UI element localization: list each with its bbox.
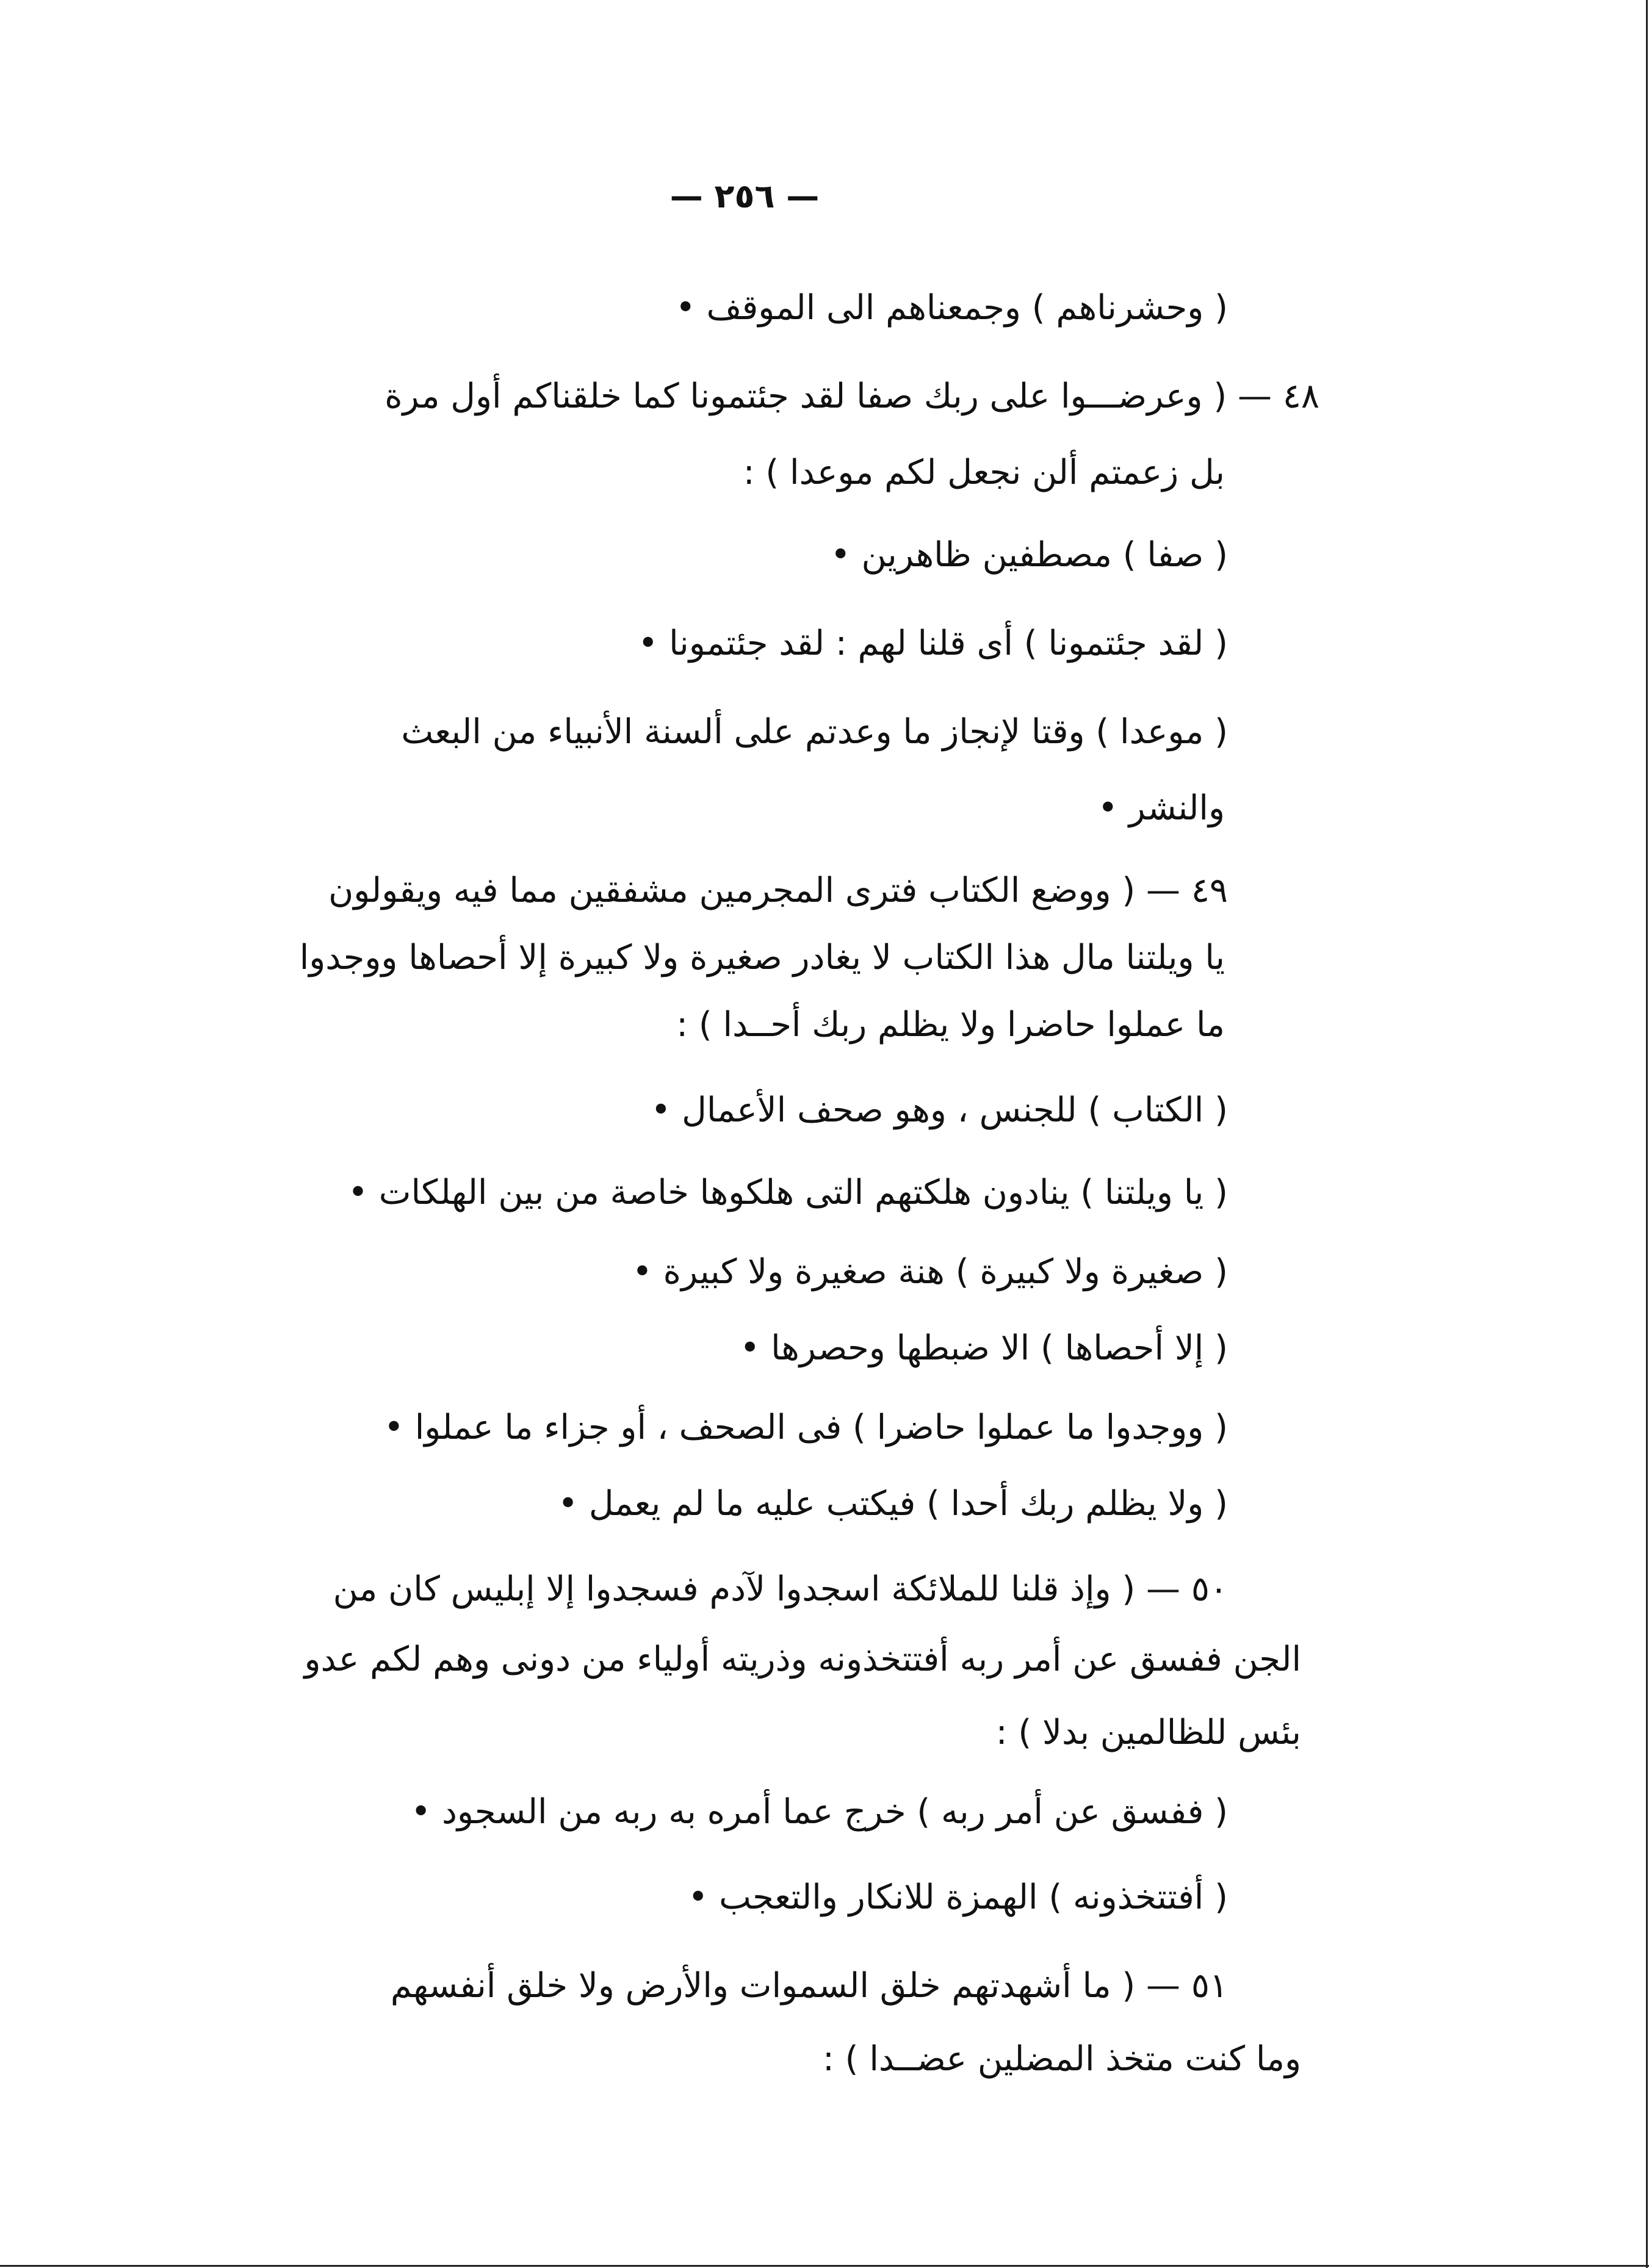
text-line-16: ( ولا يظلم ربك أحدا ) فيكتب عليه ما لم يعمل • xyxy=(558,1484,1228,1524)
text-line-17: ٥٠ — ( وإذ قلنا للملائكة اسجدوا لآدم فسجدوا إلا إبليس كان من xyxy=(333,1569,1228,1609)
text-line-2: ٤٨ — ( وعرضـــوا على ربك صفا لقد جئتمونا كما خلقناكم أول مرة xyxy=(384,376,1319,416)
text-line-8: ٤٩ — ( ووضع الكتاب فترى المجرمين مشفقين مما فيه ويقولون xyxy=(328,871,1228,910)
text-line-13: ( صغيرة ولا كبيرة ) هنة صغيرة ولا كبيرة • xyxy=(632,1252,1228,1292)
text-line-18: الجن ففسق عن أمر ربه أفتتخذونه وذريته أولياء من دونى وهم لكم عدو xyxy=(304,1640,1301,1679)
text-line-14: ( إلا أحصاها ) الا ضبطها وحصرها • xyxy=(740,1328,1228,1368)
text-line-15: ( ووجدوا ما عملوا حاضرا ) فى الصحف ، أو جزاء ما عملوا • xyxy=(383,1408,1228,1447)
text-line-7: والنشر • xyxy=(1097,788,1225,828)
text-line-3: بل زعمتم ألن نجعل لكم موعدا ) : xyxy=(743,453,1225,492)
text-line-21: ( أفتتخذونه ) الهمزة للانكار والتعجب • xyxy=(688,1877,1228,1917)
text-line-1: ( وحشرناهم ) وجمعناهم الى الموقف • xyxy=(675,288,1228,328)
text-line-4: ( صفا ) مصطفين ظاهرين • xyxy=(830,535,1228,575)
text-line-9: يا ويلتنا مال هذا الكتاب لا يغادر صغيرة ولا كبيرة إلا أحصاها ووجدوا xyxy=(299,938,1225,977)
text-line-20: ( ففسق عن أمر ربه ) خرج عما أمره به ربه من السجود • xyxy=(411,1792,1228,1832)
text-line-23: وما كنت متخذ المضلين عضــدا ) : xyxy=(823,2039,1301,2079)
text-line-11: ( الكتاب ) للجنس ، وهو صحف الأعمال • xyxy=(651,1090,1228,1130)
text-line-22: ٥١ — ( ما أشهدتهم خلق السموات والأرض ولا خلق أنفسهم xyxy=(390,1966,1228,2006)
text-line-12: ( يا ويلتنا ) ينادون هلكتهم التى هلكوها خاصة من بين الهلكات • xyxy=(347,1173,1228,1212)
text-line-5: ( لقد جئتمونا ) أى قلنا لهم : لقد جئتمونا • xyxy=(638,624,1228,663)
scan-edge-bottom xyxy=(0,2265,1649,2267)
text-line-10: ما عملوا حاضرا ولا يظلم ربك أحــدا ) : xyxy=(676,1005,1225,1045)
text-line-6: ( موعدا ) وقتا لإنجاز ما وعدتم على ألسنة الأنبياء من البعث xyxy=(401,712,1228,752)
text-line-19: بئس للظالمين بدلا ) : xyxy=(995,1713,1301,1752)
page-number: — ٢٥٦ — xyxy=(669,177,820,215)
scan-edge-right xyxy=(1646,0,1648,2268)
